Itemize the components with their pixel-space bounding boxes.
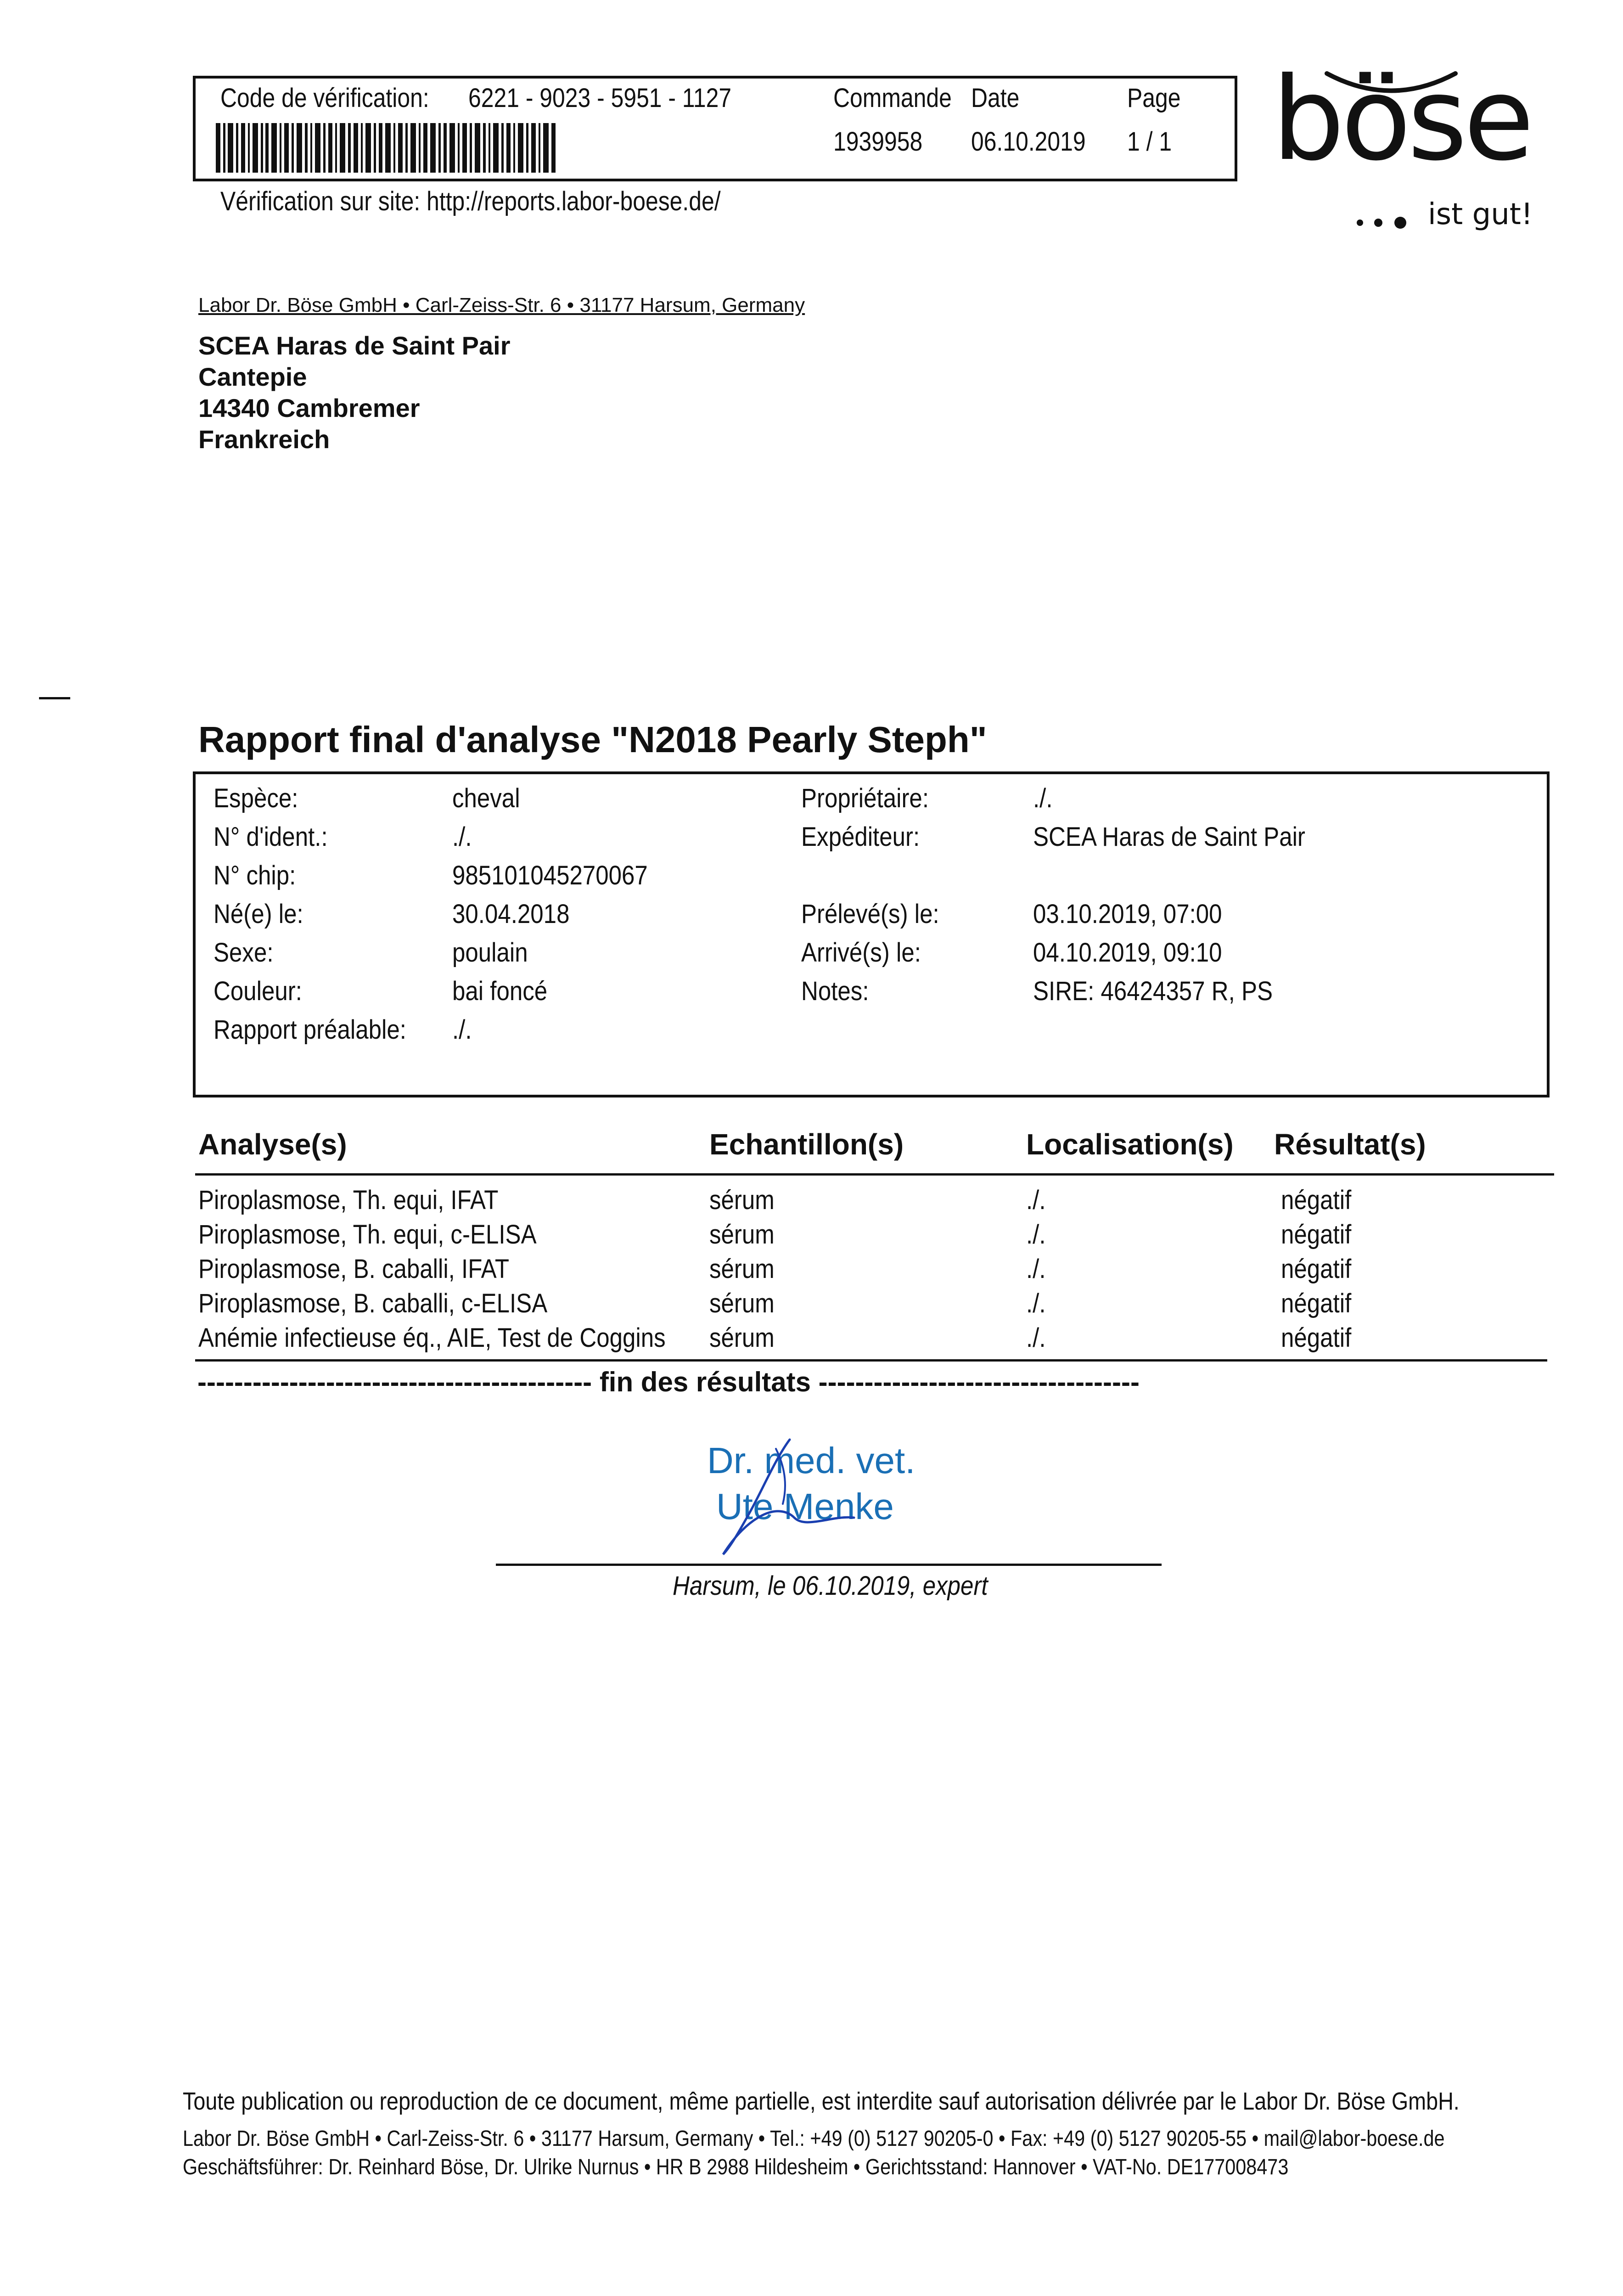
footer-copyright-notice: Toute publication ou reproduction de ce document, même partielle, est interdite sauf autorisation délivrée par le Labor Dr. Böse GmbH.	[183, 2088, 1460, 2115]
notes-value: SIRE: 46424357 R, PS	[1033, 976, 1273, 1006]
table-row-location: ./.	[1026, 1289, 1046, 1318]
owner-value: ./.	[1033, 783, 1053, 813]
col-header-result: Résultat(s)	[1274, 1128, 1426, 1161]
date-label: Date	[971, 83, 1020, 113]
logo-dots-icon	[1354, 214, 1419, 232]
verification-label: Code de vérification:	[220, 83, 429, 113]
table-row-sample: sérum	[709, 1220, 775, 1249]
shipper-label: Expéditeur:	[801, 822, 920, 852]
table-row-location: ./.	[1026, 1220, 1046, 1249]
table-row-sample: sérum	[709, 1254, 775, 1284]
order-label: Commande	[833, 83, 952, 113]
recipient-street: Cantepie	[198, 362, 307, 391]
sex-label: Sexe:	[213, 938, 274, 968]
page-label: Page	[1127, 83, 1181, 113]
col-header-location: Localisation(s)	[1026, 1128, 1234, 1161]
table-row-location: ./.	[1026, 1323, 1046, 1353]
table-row-analysis: Piroplasmose, B. caballi, IFAT	[198, 1254, 510, 1284]
table-row-sample: sérum	[709, 1323, 775, 1353]
sampled-label: Prélevé(s) le:	[801, 899, 939, 929]
color-value: bai foncé	[452, 976, 548, 1006]
prior-report-value: ./.	[452, 1015, 472, 1045]
table-row-result: négatif	[1281, 1185, 1352, 1215]
table-row-location: ./.	[1026, 1254, 1046, 1284]
table-row-result: négatif	[1281, 1323, 1352, 1353]
table-row-result: négatif	[1281, 1220, 1352, 1249]
col-header-sample: Echantillon(s)	[709, 1128, 904, 1161]
order-number: 1939958	[833, 127, 923, 157]
notes-label: Notes:	[801, 976, 869, 1006]
page-number: 1 / 1	[1127, 127, 1172, 157]
table-row-result: négatif	[1281, 1254, 1352, 1284]
owner-label: Propriétaire:	[801, 783, 929, 813]
table-row-analysis: Anémie infectieuse éq., AIE, Test de Coggins	[198, 1323, 666, 1353]
logo-wordmark: böse	[1272, 52, 1531, 186]
chip-value: 985101045270067	[452, 861, 648, 890]
table-row-sample: sérum	[709, 1185, 775, 1215]
end-of-results-line: ------------------------------------------- fin des résultats -----------------------------------	[197, 1367, 1140, 1397]
sampled-value: 03.10.2019, 07:00	[1033, 899, 1222, 929]
chip-label: N° chip:	[213, 861, 296, 890]
fold-mark	[39, 697, 70, 699]
recipient-country: Frankreich	[198, 425, 330, 454]
col-header-analysis: Analyse(s)	[198, 1128, 347, 1161]
signature-rule	[496, 1564, 1162, 1566]
logo-tagline: ist gut!	[1428, 197, 1533, 231]
species-label: Espèce:	[213, 783, 298, 813]
footer-contact-line: Labor Dr. Böse GmbH • Carl-Zeiss-Str. 6 • 31177 Harsum, Germany • Tel.: +49 (0) 5127 90205-0 • Fax: +49 (0) 5127 90205-55 • mail@labor-boese.de	[183, 2127, 1445, 2151]
verification-site-link[interactable]: Vérification sur site: http://reports.labor-boese.de/	[220, 186, 721, 216]
signature-title: Dr. med. vet.	[707, 1440, 915, 1481]
sex-value: poulain	[452, 938, 528, 968]
table-header-rule	[195, 1173, 1554, 1176]
barcode-icon	[216, 123, 556, 173]
table-row-analysis: Piroplasmose, B. caballi, c-ELISA	[198, 1289, 548, 1318]
ident-label: N° d'ident.:	[213, 822, 328, 852]
date-value: 06.10.2019	[971, 127, 1086, 157]
ident-value: ./.	[452, 822, 472, 852]
recipient-city: 14340 Cambremer	[198, 394, 420, 422]
born-value: 30.04.2018	[452, 899, 570, 929]
signature-name: Ute Menke	[716, 1486, 894, 1527]
table-row-sample: sérum	[709, 1289, 775, 1318]
table-bottom-rule	[195, 1359, 1547, 1362]
report-title: Rapport final d'analyse "N2018 Pearly Steph"	[198, 719, 987, 760]
table-row-analysis: Piroplasmose, Th. equi, IFAT	[198, 1185, 499, 1215]
table-row-analysis: Piroplasmose, Th. equi, c-ELISA	[198, 1220, 537, 1249]
animal-info-box	[193, 771, 1550, 1097]
verification-code: 6221 - 9023 - 5951 - 1127	[468, 83, 732, 113]
species-value: cheval	[452, 783, 520, 813]
prior-report-label: Rapport préalable:	[213, 1015, 406, 1045]
footer-legal-line: Geschäftsführer: Dr. Reinhard Böse, Dr. Ulrike Nurnus • HR B 2988 Hildesheim • Gerichtsstand: Hannover • VAT-No. DE177008473	[183, 2155, 1289, 2179]
signature-caption: Harsum, le 06.10.2019, expert	[673, 1571, 988, 1601]
table-row-location: ./.	[1026, 1185, 1046, 1215]
table-row-result: négatif	[1281, 1289, 1352, 1318]
arrived-label: Arrivé(s) le:	[801, 938, 921, 968]
shipper-value: SCEA Haras de Saint Pair	[1033, 822, 1305, 852]
arrived-value: 04.10.2019, 09:10	[1033, 938, 1222, 968]
recipient-name: SCEA Haras de Saint Pair	[198, 331, 511, 360]
sender-return-address: Labor Dr. Böse GmbH • Carl-Zeiss-Str. 6 • 31177 Harsum, Germany	[198, 294, 805, 316]
color-label: Couleur:	[213, 976, 302, 1006]
handwritten-signature-icon	[707, 1430, 863, 1564]
born-label: Né(e) le:	[213, 899, 303, 929]
